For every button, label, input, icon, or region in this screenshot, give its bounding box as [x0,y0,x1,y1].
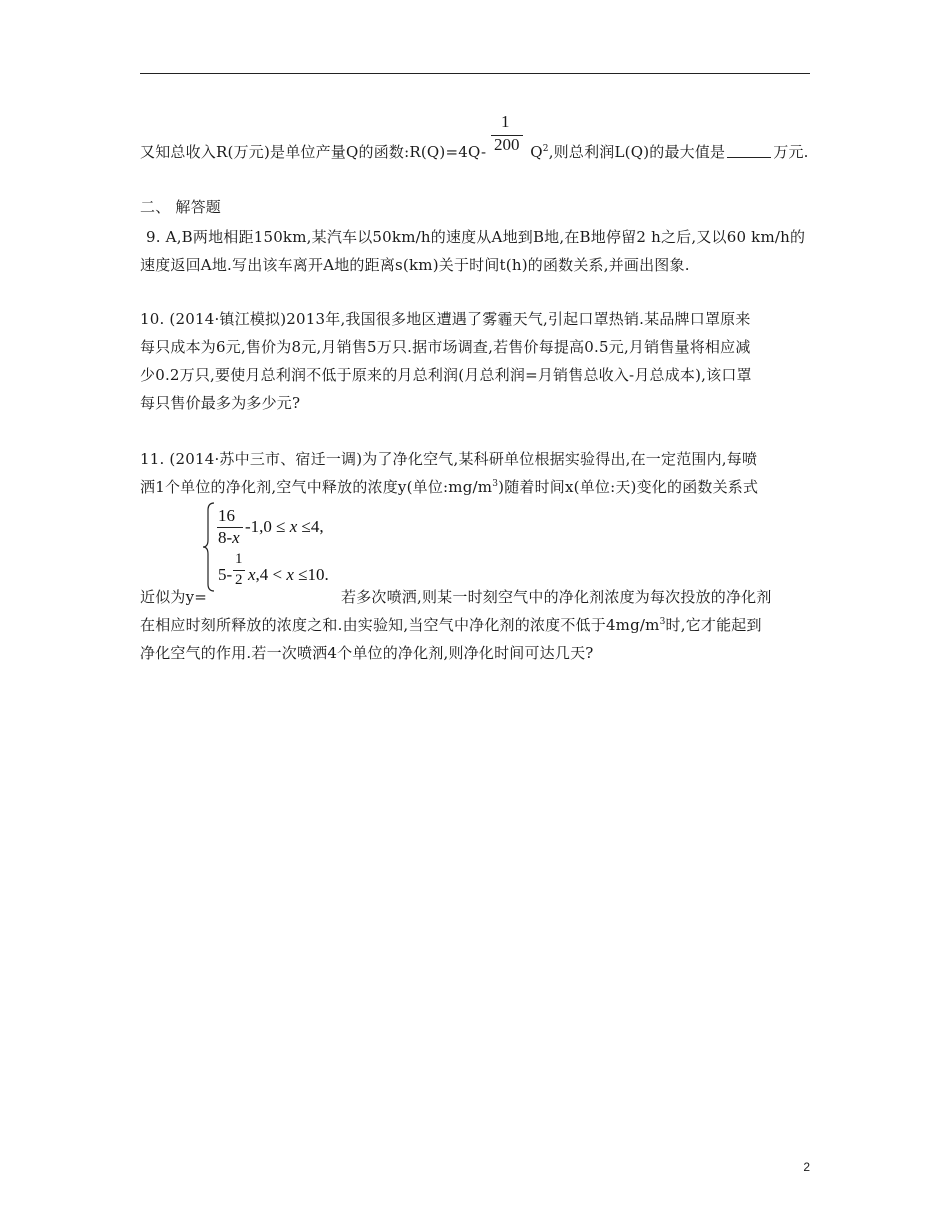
q-exponent: 2 [542,144,549,154]
q11-line2b: )随着时间x(单位:天)变化的函数关系式 [498,478,759,496]
q9-line1: 9. A,B两地相距150km,某汽车以50km/h的速度从A地到B地,在B地停留2 h之后,又以60 km/h的 [146,228,806,246]
q11-line4a: 在相应时刻所释放的浓度之和.由实验知,当空气中净化剂的浓度不低于4mg/m [140,616,660,634]
q11-approx-label: 近似为y= [140,588,208,606]
header-rule [140,73,810,74]
piece2-lead: 5- [218,565,233,584]
fraction-denominator: 200 [494,135,520,154]
fragment-after-prefix: ,则总利润L(Q)的最大值是 [548,143,726,161]
q11-line4b: 时,它才能起到 [665,616,762,634]
piece2-fraction-bar [233,570,245,571]
page-number: 2 [803,1160,810,1174]
brace-icon [202,502,216,592]
q10-line4: 每只售价最多为多少元? [140,394,301,412]
q9-line2: 速度返回A地.写出该车离开A地的距离s(km)关于时间t(h)的函数关系,并画出图象. [140,256,690,274]
fragment-line [140,141,809,162]
piece2-denominator: 2 [235,572,243,588]
answer-blank[interactable] [727,143,771,158]
q10-line1: 10. (2014·镇江模拟)2013年,我国很多地区遭遇了雾霾天气,引起口罩热销.某品牌口罩原来 [140,310,751,328]
q11-line5: 净化空气的作用.若一次喷洒4个单位的净化剂,则净化时间可达几天? [140,644,594,662]
fraction-numerator: 1 [501,112,510,131]
q11-line4 [140,614,762,635]
q11-line1: 11. (2014·苏中三市、宿迁一调)为了净化空气,某科研单位根据实验得出,在一定范围内,每喷 [140,450,758,468]
fragment-after-suffix: 万元. [773,143,809,161]
piece1-denominator: 8-x [218,528,240,547]
q11-line2 [140,476,758,497]
q11-after-system: 若多次喷洒,则某一时刻空气中的净化剂浓度为每次投放的净化剂 [341,588,772,606]
q10-line2: 每只成本为6元,售价为8元,月销售5万只.据市场调查,若售价每提高0.5元,月销售量将相应减 [140,338,751,356]
q-base: Q [530,143,543,161]
piece1-numerator: 16 [218,506,235,525]
piece2-numerator: 1 [235,551,243,567]
fragment-before: 又知总收入R(万元)是单位产量Q的函数:R(Q)=4Q- [140,143,487,161]
q11-line2a: 洒1个单位的净化剂,空气中释放的浓度y(单位:mg/m [140,478,493,496]
piece2-condition: x,4 < x ≤10. [248,565,329,584]
q10-line3: 少0.2万只,要使月总利润不低于原来的月总利润(月总利润=月销售总收入-月总成本),该口罩 [140,366,752,384]
section-title: 二、 解答题 [140,198,221,216]
piece1-condition: -1,0 ≤ x ≤4, [245,517,324,536]
q11-line4-sup: 3 [659,617,666,627]
q11-line2-sup: 3 [492,479,499,489]
